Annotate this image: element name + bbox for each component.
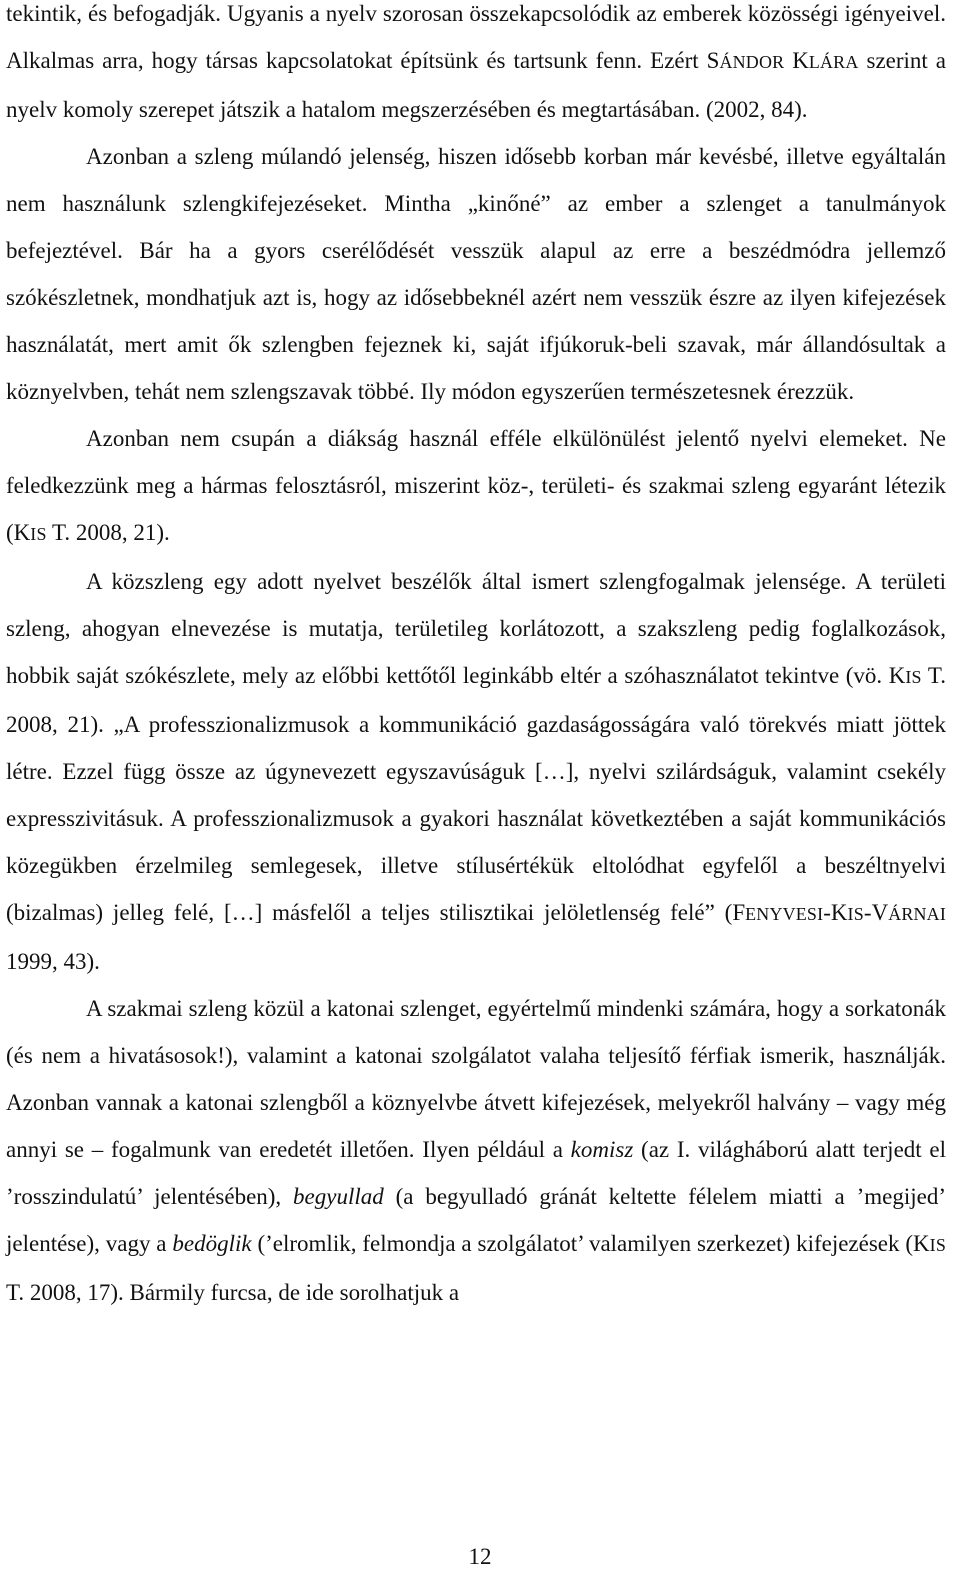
text-run: tekintik, és befogadják. Ugyanis a nyelv szorosan összekapcsolódik az emberek közösségi igényeivel. Alkalmas arra, hogy társas kapcsolatokat építsünk és tartsunk fenn. Ezért S — [6, 1, 946, 73]
text-run: K — [784, 48, 809, 73]
text-run: A szakmai szleng közül a katonai szlenget, egyértelmű mindenki számára, hogy a sorkatonák (és nem a hivatásosok!), valamint a katonai szolgálatot valaha teljesítő férfiak ismerik, használják. Azonban vannak a katonai szlengből a köznyelvbe átvett kifejezések, melyekről halvány – vagy még annyi se – fogalmunk van eredetét illetően. Ilyen például a — [6, 996, 946, 1162]
text-run: (’elromlik, felmondja a szolgálatot’ valamilyen szerkezet) kifejezések (K — [251, 1231, 930, 1256]
text-run: Azonban nem csupán a diákság használ efféle elkülönülést jelentő nyelvi elemeket. Ne feledkezzünk meg a hármas felosztásról, miszerint köz-, területi- és szakmai szleng egyaránt létezik (K — [6, 426, 946, 545]
page-number: 12 — [468, 1544, 492, 1569]
small-caps-text: ÁNDOR — [719, 52, 785, 72]
text-run: szerint a nyelv komoly szerepet játszik a hatalom megszerzésében és megtartásában. (2002, 84). — [6, 48, 947, 122]
small-caps-text: IS — [905, 667, 922, 687]
body-paragraph — [6, 133, 946, 415]
text-run: A közszleng egy adott nyelvet beszélők által ismert szlengfogalmak jelensége. A területi szleng, ahogyan elnevezése is mutatja, területileg korlátozott, a szakszleng pedig foglalkozások, hobbik saját szókészlete, mely az előbbi kettőtől leginkább eltér a szóhasználatot tekintve (vö. K — [6, 569, 946, 688]
italic-term: begyullad — [293, 1184, 384, 1209]
body-paragraph — [6, 558, 946, 985]
body-paragraph — [6, 985, 946, 1316]
text-run: -V — [863, 900, 889, 925]
text-run: 1999, 43). — [6, 949, 100, 974]
text-run: Azonban a szleng múlandó jelenség, hiszen idősebb korban már kevésbé, illetve egyáltalán nem használunk szlengkifejezéseket. Mintha „kinőné” az ember a szlenget a tanulmányok befejeztével. Bár ha a gyors cserélődését vesszük alapul az erre a beszédmódra jellemző szókészletnek, mondhatjuk azt is, hogy az idősebbeknél azért nem vesszük észre az ilyen kifejezések használatát, mert amit ők szlengben fejeznek ki, saját ifjúkoruk-beli szavak, már állandósultak a köznyelvben, tehát nem szlengszavak többé. Ily módon egyszerűen természetesnek érezzük. — [6, 144, 946, 404]
document-page — [6, 0, 946, 1316]
body-paragraph — [6, 0, 946, 133]
text-run: T. 2008, 17). Bármily furcsa, de ide sorolhatjuk a — [6, 1280, 460, 1305]
small-caps-text: IS — [929, 1235, 947, 1255]
small-caps-text: ENYVESI — [745, 904, 824, 924]
small-caps-text: ÁRNAI — [888, 904, 946, 924]
text-run: T. 2008, 21). — [46, 520, 170, 545]
small-caps-text: LÁRA — [808, 52, 859, 72]
body-paragraph — [6, 415, 946, 558]
small-caps-text: IS — [847, 904, 864, 924]
text-run: T. 2008, 21). „A professzionalizmusok a kommunikáció gazdaságosságára való törekvés miatt jöttek létre. Ezzel függ össze az úgynevezett egyszavúságuk […], nyelvi szilárdságuk, valamint csekély expresszivitásuk. A professzionalizmusok a gyakori használat következtében a saját kommunikációs közegükben érzelmileg semlegesek, illetve stílusértékük eltolódhat egyfelől a beszéltnyelvi (bizalmas) jelleg felé, […] másfelől a teljes stilisztikai jelöletlenség felé” (F — [6, 663, 946, 925]
text-run: (az I. világháború alatt terjedt el ’rosszindulatú’ jelentésében), — [6, 1137, 947, 1209]
italic-term: komisz — [570, 1137, 634, 1162]
small-caps-text: IS — [30, 524, 47, 544]
text-run: (a begyulladó gránát keltette félelem miatti a ’megijed’ jelentése), vagy a — [6, 1184, 946, 1256]
italic-term: bedöglik — [172, 1231, 252, 1256]
text-run: -K — [823, 900, 848, 925]
